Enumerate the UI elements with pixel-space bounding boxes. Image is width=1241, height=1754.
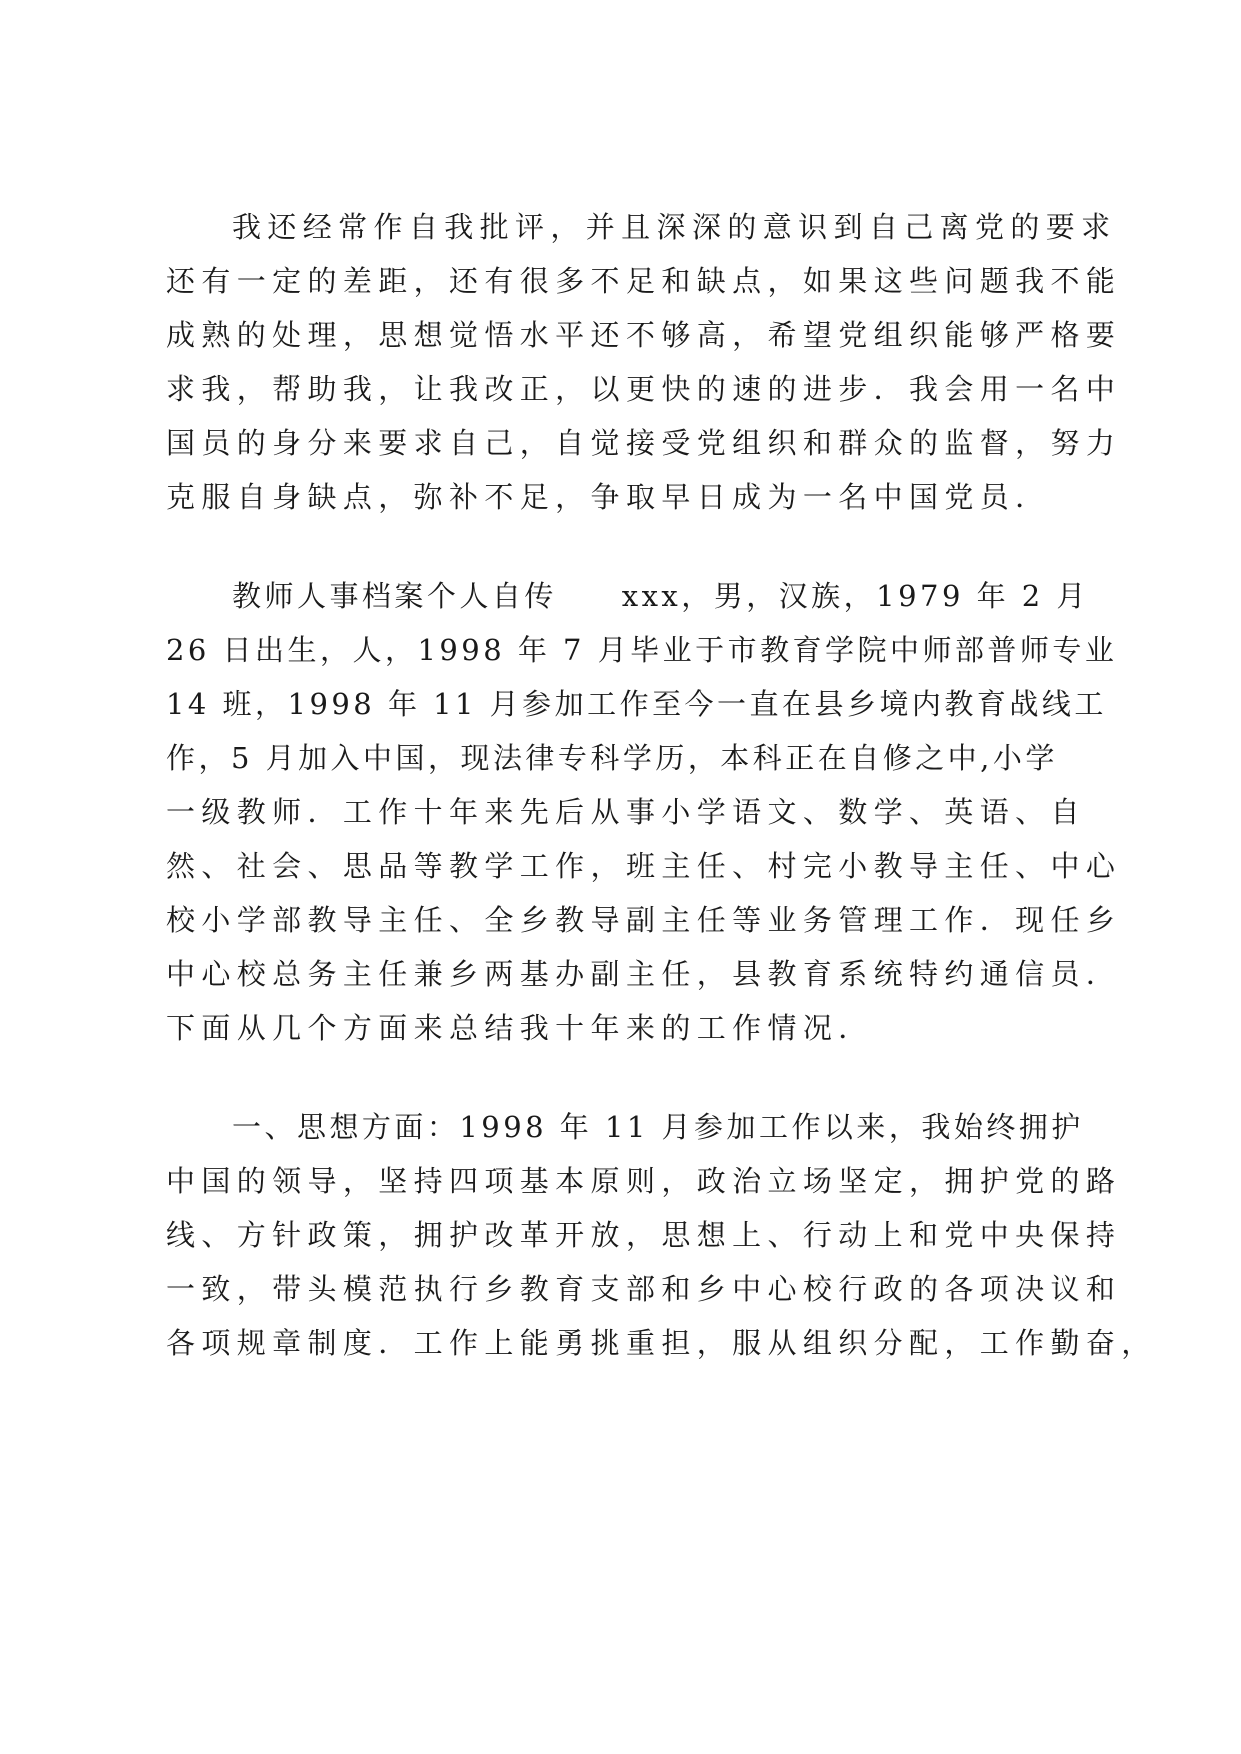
paragraph-2-line-6: 然、社会、思品等教学工作，班主任、村完小教导主任、中心 [166,849,1122,883]
paragraph-3-line-3: 线、方针政策，拥护改革开放，思想上、行动上和党中央保持 [166,1218,1122,1252]
paragraph-1-line-6: 克服自身缺点，弥补不足，争取早日成为一名中国党员． [166,480,1051,514]
paragraph-2-line-4: 作，5 月加入中国，现法律专科学历，本科正在自修之中,小学 [166,741,1058,775]
paragraph-1-line-5: 国员的身分来要求自己，自觉接受党组织和群众的监督，努力 [166,426,1122,460]
paragraph-2-line-9: 下面从几个方面来总结我十年来的工作情况． [166,1011,874,1045]
paragraph-3-line-1: 一、思想方面：1998 年 11 月参加工作以来，我始终拥护 [232,1110,1084,1144]
paragraph-3-line-4: 一致，带头模范执行乡教育支部和乡中心校行政的各项决议和 [166,1272,1122,1306]
paragraph-2-line-3: 14 班，1998 年 11 月参加工作至今一直在县乡境内教育战线工 [166,687,1107,721]
paragraph-2-line-1: 教师人事档案个人自传 xxx，男，汉族，1979 年 2 月 [232,579,1089,613]
paragraph-2-line-7: 校小学部教导主任、全乡教导副主任等业务管理工作．现任乡 [166,903,1122,937]
paragraph-3-line-5: 各项规章制度．工作上能勇挑重担，服从组织分配，工作勤奋， [166,1326,1157,1360]
paragraph-2-line-8: 中心校总务主任兼乡两基办副主任，县教育系统特约通信员． [166,957,1122,991]
paragraph-2-line-2: 26 日出生，人，1998 年 7 月毕业于市教育学院中师部普师专业 [166,633,1118,667]
paragraph-3-line-2: 中国的领导，坚持四项基本原则，政治立场坚定，拥护党的路 [166,1164,1122,1198]
paragraph-1-line-1: 我还经常作自我批评，并且深深的意识到自己离党的要求 [232,210,1117,244]
paragraph-1-line-2: 还有一定的差距，还有很多不足和缺点，如果这些问题我不能 [166,264,1122,298]
paragraph-2-line-5: 一级教师．工作十年来先后从事小学语文、数学、英语、自 [166,795,1086,829]
paragraph-1-line-3: 成熟的处理，思想觉悟水平还不够高，希望党组织能够严格要 [166,318,1122,352]
paragraph-1-line-4: 求我，帮助我，让我改正，以更快的速的进步．我会用一名中 [166,372,1122,406]
